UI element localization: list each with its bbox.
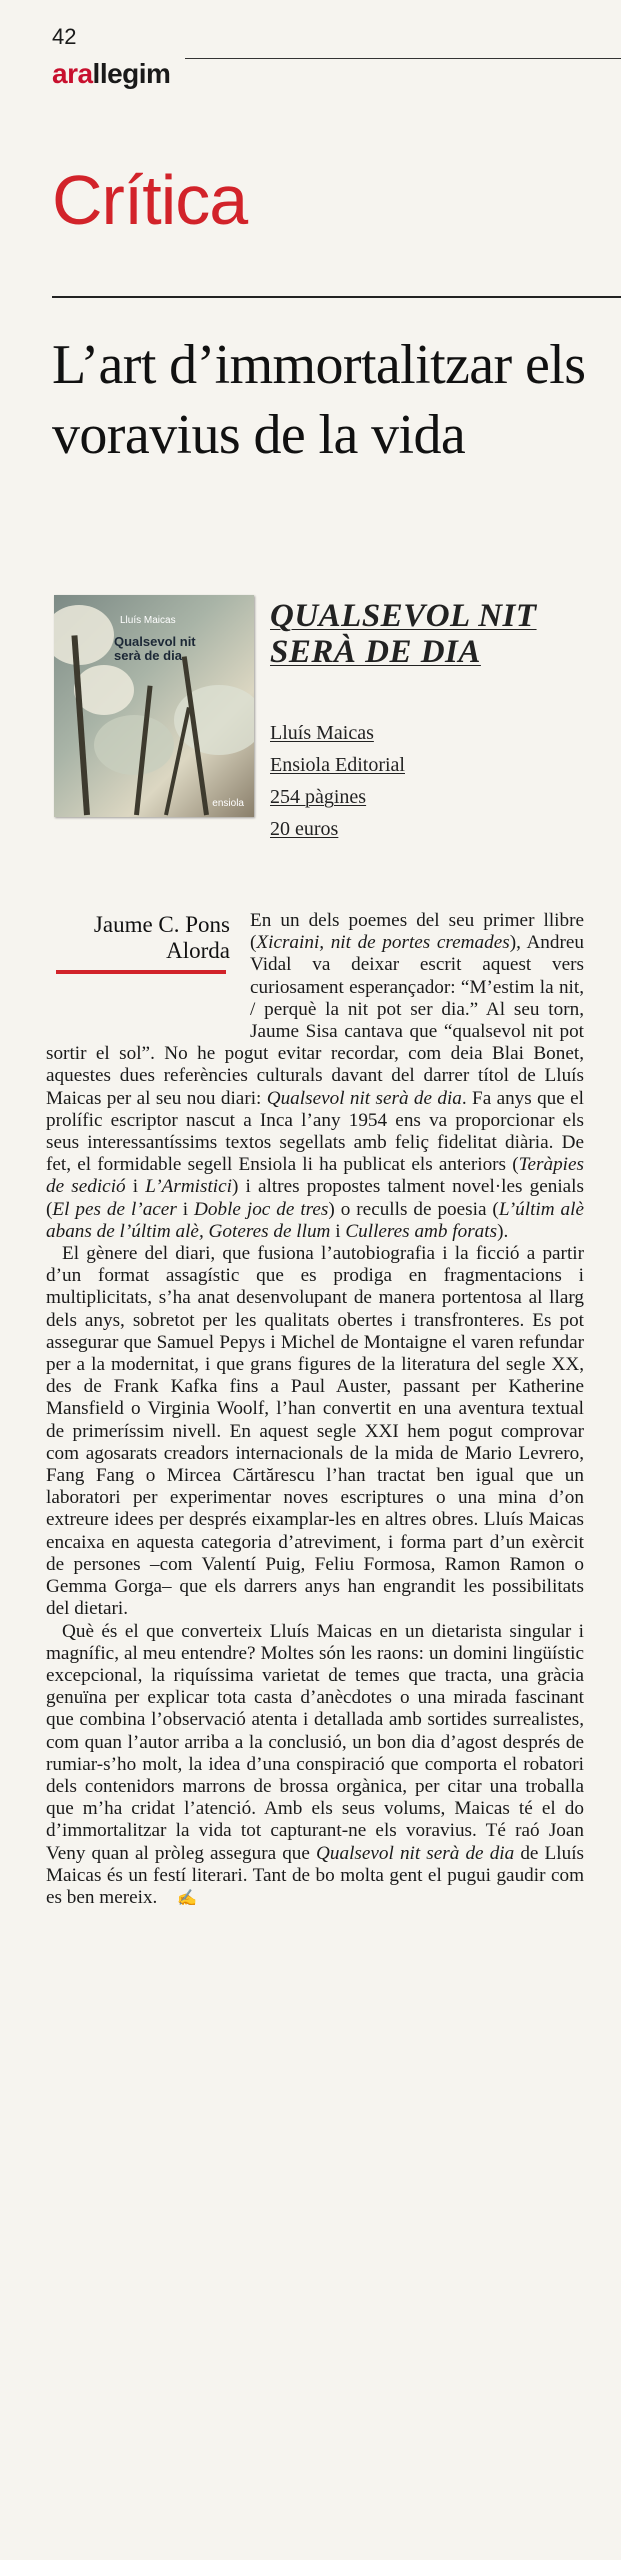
byline-spacer: [46, 910, 250, 1036]
section-brand: [52, 58, 170, 90]
end-mark-icon: ✍: [177, 1889, 198, 1907]
book-title: QUALSEVOL NIT SERÀ DE DIA: [270, 598, 537, 670]
page-number: 42: [52, 24, 77, 49]
section-title: Crítica: [52, 161, 248, 239]
author-byline: Jaume C. Pons Alorda: [93, 912, 230, 963]
book-cover-image: [54, 595, 254, 817]
brand-ara: ara: [52, 58, 93, 89]
book-price: 20 euros: [270, 818, 339, 840]
cover-author: Lluís Maicas: [120, 615, 176, 626]
article-body: [46, 910, 584, 1910]
section-rule: [52, 296, 621, 298]
header-rule: [185, 58, 621, 59]
cover-publisher: ensiola: [212, 798, 244, 809]
book-author: Lluís Maicas: [270, 722, 374, 744]
body-paragraph-2: El gènere del diari, que fusiona l’autobiografia i la ficció a partir d’un format assagístic que es prodiga en fragmentacions i multiplicitats, s’ha anat desenvolupant de manera portentosa al llarg dels anys, sobretot per les qualitats obertes i transfronteres. Es pot assegurar que Samuel Pepys i Michel de Montaigne el varen refundar per a la modernitat, i que grans figures de la literatura del segle XX, des de Frank Kafka fins a Paul Auster, passant per Katherine Mansfield o Virginia Woolf, l’han convertit en una aventura textual de primeríssim nivell. En aquest segle XXI hem pogut comprovar com agosarats creadors internacionals de la mida de Mario Levrero, Fang Fang o Mircea Cărtărescu l’han tractat ben igual que un laboratori per experimentar noves escriptures o una mina d’on extreure idees per després eixamplar-les en altres obres. Lluís Maicas encaixa en aquesta categoria d’atreviment, i forma part d’un exèrcit de persones –com Valentí Puig, Feliu Formosa, Ramon Ramon o Gemma Gorga– que els darrers anys han engrandit les possibilitats del dietari.: [46, 1243, 584, 1620]
cover-title: Qualsevol nit serà de dia: [114, 634, 196, 663]
body-paragraph-3: Què és el que converteix Lluís Maicas en un dietarista singular i magnífic, al meu entendre? Moltes són les raons: un domini lingüístic excepcional, la riquíssima varietat de temes que tracta, una gràcia genuïna per explicar tota casta d’anècdotes o una mirada fascinant que combina l’observació atenta i detallada amb sortides surrealistes, com quan l’autor arriba a la conclusió, un bon dia d’agost després de rumiar-s’ho molt, la idea d’una conspiració que comporta el robatori dels contenidors marrons de brossa orgànica, per citar una troballa que m’ha cridat l’atenció. Amb els seus volums, Maicas té el do d’immortalitzar la vida tot capturant-ne els voravius. Té raó Joan Veny quan al pròleg assegura que Qualsevol nit serà de dia de Lluís Maicas és un festí literari. Tant de bo molta gent el pugui gaudir com es ben mereix. ✍: [46, 1621, 584, 1911]
book-publisher: Ensiola Editorial: [270, 754, 405, 776]
book-pages: 254 pàgines: [270, 786, 367, 808]
article-headline: L’art d’immortalitzar els voravius de la vida: [52, 334, 586, 466]
brand-llegim: llegim: [92, 58, 171, 89]
body-paragraph-1: En un dels poemes del seu primer llibre (Xicraini, nit de portes cremades), Andreu Vidal va deixar escrit aquest vers curiosament esperançador: “M’estim la nit, / perquè la nit pot ser dia.” Al seu torn, Jaume Sisa cantava que “qualsevol nit pot sortir el sol”. No he pogut evitar recordar, com deia Blai Bonet, aquestes dues referències culturals davant del darrer títol de Lluís Maicas per al seu nou diari: Qualsevol nit serà de dia. Fa anys que el prolífic escriptor nascut a Inca l’any 1954 ens va proporcionar els seus interessantíssims textos segellats amb feliç fidelitat diària. De fet, el formidable segell Ensiola li ha publicat els anteriors (Teràpies de sedició i L’Armistici) i altres propostes talment novel·les genials (El pes de l’acer i Doble joc de tres) o reculls de poesia (L’últim alè abans de l’últim alè, Goteres de llum i Culleres amb forats).: [46, 910, 584, 1242]
